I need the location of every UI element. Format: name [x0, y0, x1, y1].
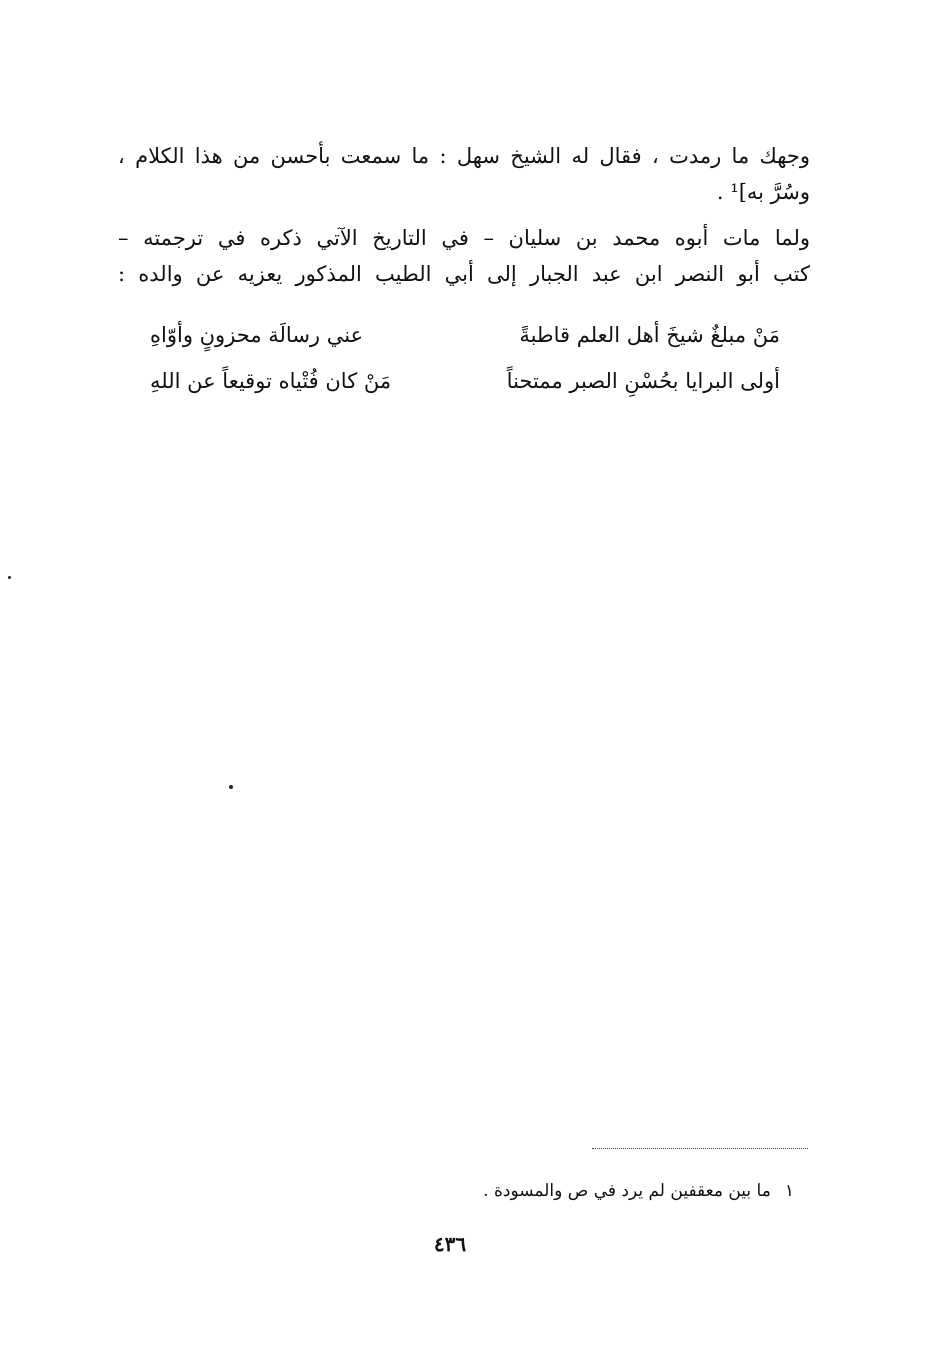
scan-speck — [8, 576, 11, 579]
paragraph-1-line-2: وسُرَّ به]¹ . — [716, 180, 810, 204]
paragraph-1 — [118, 138, 810, 210]
page-number: ٤٣٦ — [433, 1232, 467, 1256]
verse-1-second-hemistich: عني رسالَة محزونٍ وأوّاهِ — [150, 323, 364, 347]
paragraph-2-line-2: كتب أبو النصر ابن عبد الجبار إلى أبي الطيب المذكور يعزيه عن والده : — [118, 262, 810, 286]
paragraph-2 — [118, 220, 810, 292]
verse-2-first-hemistich: أولى البرايا بحُسْنِ الصبر ممتحناً — [506, 369, 780, 393]
scan-speck — [229, 785, 233, 789]
verse-1-first-hemistich: مَنْ مبلغٌ شيخَ أهل العلم قاطبةً — [519, 323, 780, 347]
poem-verse-2 — [150, 358, 780, 404]
footnote-text: ما بين معقفين لم يرد في ص والمسودة . — [483, 1181, 771, 1201]
paragraph-1-line-1: وجهك ما رمدت ، فقال له الشيخ سهل : ما سمعت بأحسن من هذا الكلام ، — [118, 144, 810, 168]
poem — [150, 312, 780, 404]
paragraph-2-line-1: ولما مات أبوه محمد بن سليان – في التاريخ الآتي ذكره في ترجمته – — [118, 226, 810, 250]
poem-verse-1 — [150, 312, 780, 358]
verse-2-second-hemistich: مَنْ كان فُتْياه توقيعاً عن اللهِ — [150, 369, 392, 393]
footnote-number: ١ — [784, 1181, 794, 1201]
footnote — [420, 1176, 794, 1206]
footnote-divider — [592, 1148, 808, 1149]
